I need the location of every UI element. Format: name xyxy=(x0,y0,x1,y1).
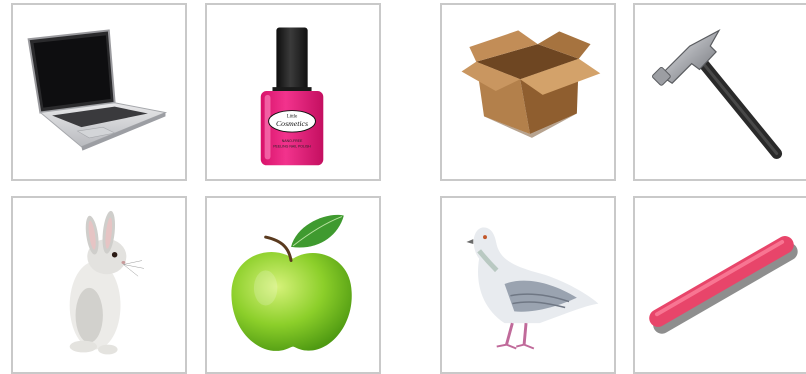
rabbit-card[interactable] xyxy=(11,196,187,374)
cardboard-box-card[interactable] xyxy=(440,3,616,181)
nail-file-card[interactable] xyxy=(633,196,806,374)
polish-fine-print-1: NANO-FREE xyxy=(281,138,303,143)
hammer-card[interactable] xyxy=(633,3,806,181)
green-apple-card[interactable] xyxy=(205,196,381,374)
nail-file-icon xyxy=(635,198,806,372)
pigeon-icon xyxy=(442,198,614,372)
polish-fine-print-2: PEELING NAIL POLISH xyxy=(273,144,311,149)
pigeon-card[interactable] xyxy=(440,196,616,374)
hammer-icon xyxy=(635,5,806,179)
polish-brand-line-1: Little xyxy=(286,114,298,120)
green-apple-icon xyxy=(207,198,379,372)
laptop-card[interactable] xyxy=(11,3,187,181)
nail-polish-card[interactable] xyxy=(205,3,381,181)
cardboard-box-icon xyxy=(442,5,614,179)
rabbit-icon xyxy=(13,198,185,372)
polish-brand-line-2: Cosmetics xyxy=(275,119,309,129)
laptop-icon xyxy=(13,5,185,179)
nail-polish-icon xyxy=(207,5,379,179)
